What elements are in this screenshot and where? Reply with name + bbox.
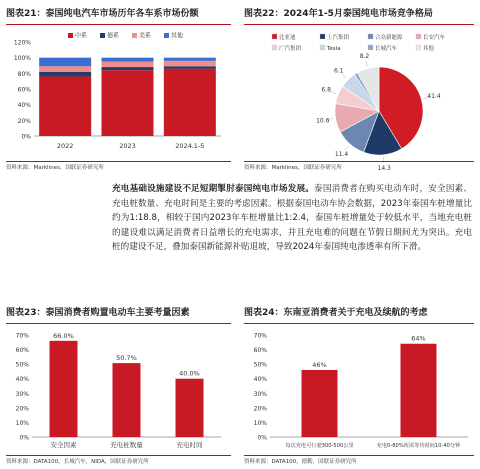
y-tick-label: 20% [15,405,29,413]
legend-label-1: 上汽集团 [327,34,350,41]
pie-value-label: 41.4 [427,92,441,100]
bar-0 [302,370,338,437]
legend-swatch-1 [100,33,105,38]
y-tick-label: 10% [15,419,29,427]
bar-chart-23 [6,325,231,453]
legend-swatch-0 [68,33,73,38]
chart-22-title: 图表22：2024年1-5月泰国纯电市场竞争格局 [244,4,474,25]
y-tick-label: 60% [15,347,29,355]
stacked-bar-chart-21 [6,26,231,160]
chart-23-source: 资料来源：DATA100，长城汽车，NIDA，国联证券研究所 [6,455,231,468]
pie-value-label: 6.1 [334,67,344,75]
y-tick-label: 40% [253,376,267,384]
chart-22-source: 资料来源：Marklines，国联证券研究所 [244,161,474,174]
bar-segment-0-1 [102,70,154,136]
y-tick-label: 40% [15,376,29,384]
chart-24-source: 资料来源：DATA100，德勤，国联证券研究所 [244,455,474,468]
legend-swatch-6 [368,45,373,50]
y-tick-label: 0% [19,434,29,442]
x-tick-label: 每次充电可行驶300-500公里 [285,443,354,449]
legend-label-0: 中系 [75,32,88,40]
x-tick-label: 2023 [119,142,136,150]
y-tick-label: 70% [253,332,267,340]
chart-panel-23 [6,303,231,467]
pie-value-label: 8.2 [359,52,370,60]
body-paragraph [112,182,472,255]
y-tick-label: 20% [17,117,31,125]
chart-24-title: 图表24：东南亚消费者关于充电及续航的考虑 [244,303,474,324]
bar-segment-1-1 [102,67,154,70]
y-tick-label: 120% [13,39,31,47]
y-tick-label: 40% [17,102,31,110]
pie-leader-line [345,146,349,151]
chart-21-source: 资料来源：Marklines，国联证券研究所 [6,161,231,174]
y-tick-label: 0% [257,434,267,442]
y-tick-label: 0% [21,133,31,141]
bar-value-label: 64% [411,334,426,343]
x-tick-label: 2024.1-5 [175,142,205,150]
bar-2 [176,379,204,437]
legend-swatch-5 [320,45,325,50]
legend-label-3: 其他 [171,32,184,40]
y-tick-label: 30% [15,390,29,398]
y-tick-label: 20% [253,405,267,413]
legend-label-0: 比亚迪 [279,34,296,41]
chart-23-title: 图表23：泰国消费者购置电动车主要考量因素 [6,303,231,324]
legend-swatch-4 [272,45,277,50]
legend-label-7: 其他 [423,45,435,52]
pie-leader-line [331,92,337,94]
bar-segment-1-0 [39,72,91,77]
bar-segment-1-2 [164,66,216,68]
legend-label-2: 美系 [139,32,152,40]
bar-0 [50,341,78,437]
chart-panel-21 [6,4,231,172]
legend-label-6: 长城汽车 [375,45,398,52]
y-tick-label: 50% [15,361,29,369]
x-tick-label: 充电桩数量 [110,441,143,449]
pie-leader-line [342,74,346,78]
legend-swatch-3 [164,33,169,38]
bar-segment-2-2 [164,61,216,66]
legend-swatch-2 [132,33,137,38]
bar-segment-3-2 [164,58,216,61]
bar-value-label: 50.7% [116,354,137,363]
x-tick-label: 充电0-80%所需等待时间10-40分钟 [376,443,461,449]
y-tick-label: 60% [253,347,267,355]
bar-1 [113,363,141,437]
legend-label-1: 德系 [107,32,120,40]
pie-value-label: 10.6 [316,117,330,125]
chart-panel-22 [244,4,474,172]
bar-segment-2-1 [102,62,154,67]
y-tick-label: 60% [17,86,31,94]
legend-label-4: 广汽集团 [279,45,302,52]
paragraph-body: 泰国消费者在购买电动车时，安全因素、充电桩数量、充电时间是主要的考虑因素。根据泰国电动车协会数据，2023年泰国车桩增量比约为1:18.8，相较于国内2023年车桩增量比1:2.4，泰国车桩增量处于较低水平，当地充电桩的建设难以满足消费者日益增长的充电需求，并且充电难的问题在节假日期间尤为突出。充电桩的建设不足，叠加泰国新能源补贴退坡，导致2024年泰国纯电渗透率有所下滑。 [112,184,472,252]
x-tick-label: 2022 [56,142,74,150]
pie-leader-line [366,61,368,67]
legend-swatch-2 [368,34,373,39]
y-tick-label: 30% [253,390,267,398]
chart-21-title: 图表21：泰国纯电汽车市场历年各车系市场份额 [6,4,231,25]
bar-value-label: 46% [312,360,327,369]
x-tick-label: 安全因素 [50,441,77,449]
bar-chart-24 [244,325,474,453]
legend-label-5: Tesla [327,45,341,52]
y-tick-label: 10% [253,419,267,427]
pie-value-label: 6.8 [321,86,331,94]
bar-segment-2-0 [39,66,91,71]
y-tick-label: 100% [13,55,31,63]
bar-segment-3-0 [39,58,91,67]
legend-swatch-3 [416,34,421,39]
paragraph-heading: 充电基础设施建设不足短期掣肘泰国纯电市场发展。 [112,184,315,194]
bar-segment-0-2 [164,69,216,136]
legend-label-2: 合众新能源 [375,34,403,41]
y-tick-label: 70% [15,332,29,340]
bar-value-label: 66.0% [53,331,74,340]
y-tick-label: 80% [17,70,31,78]
pie-value-label: 11.4 [334,150,349,158]
chart-panel-24 [244,303,474,467]
bar-value-label: 40.0% [179,369,200,378]
x-tick-label: 充电时间 [176,441,203,449]
legend-swatch-1 [320,34,325,39]
bar-segment-0-0 [39,76,91,136]
bar-1 [401,344,437,437]
legend-swatch-7 [416,45,421,50]
bar-segment-3-1 [102,58,154,62]
legend-label-3: 长安汽车 [423,34,446,41]
y-tick-label: 50% [253,361,267,369]
legend-swatch-0 [272,34,277,39]
pie-value-label: 14.3 [377,164,391,172]
